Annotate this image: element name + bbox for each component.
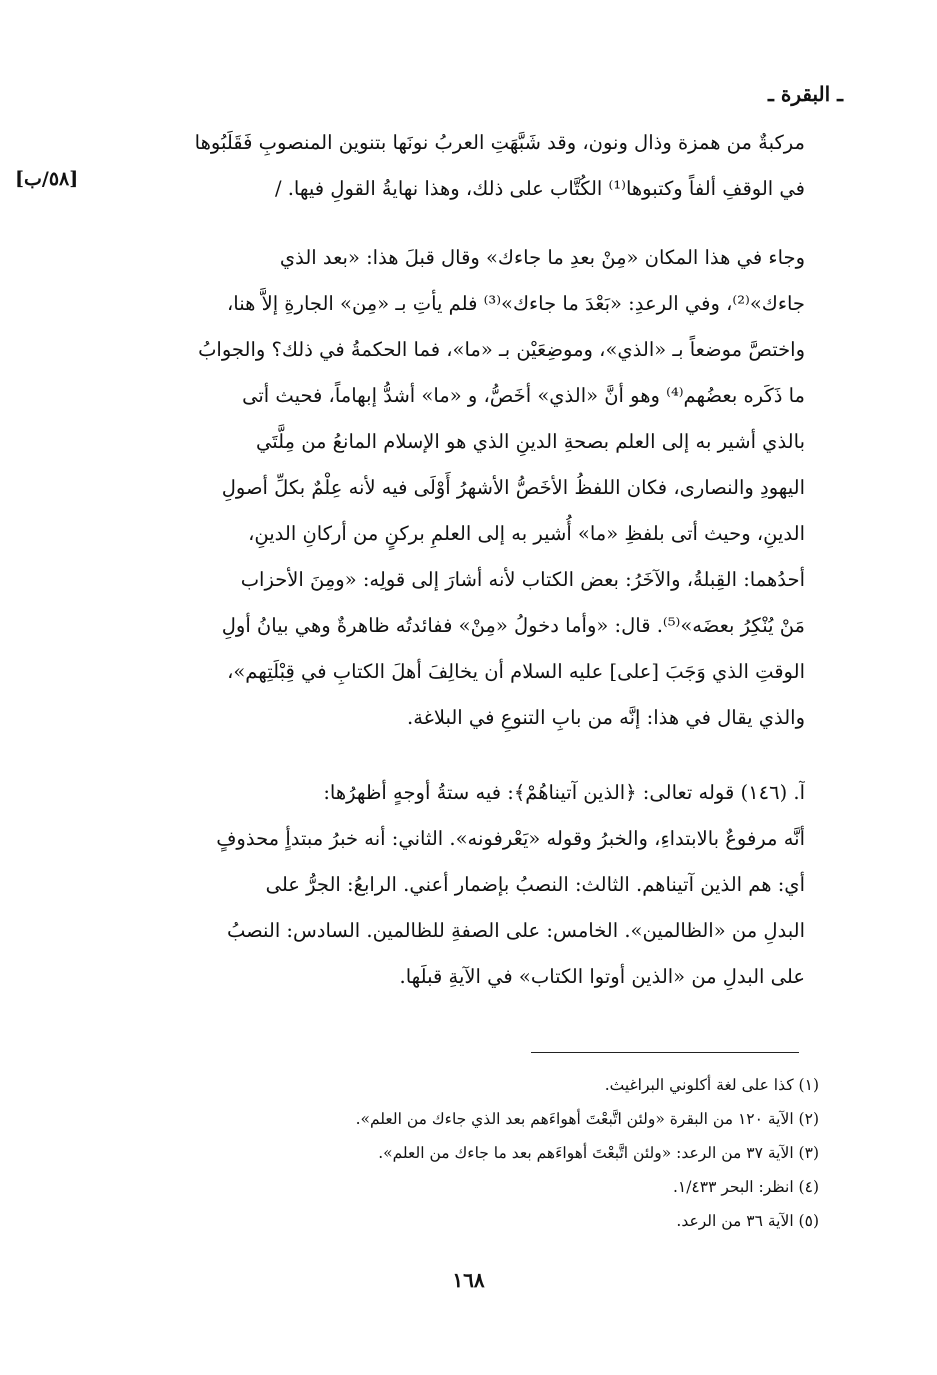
text-line: البدلِ من «الظالمين». الخامس: على الصفةِ للظالمين. السادس: النصبُ <box>226 919 805 942</box>
footnote-2: (٢) الآية ١٢٠ من البقرة «ولئن اتَّبعْتَ أهواءَهم بعد الذي جاءك من العلم». <box>355 1110 819 1128</box>
text-line: بالذي أشير به إلى العلم بصحةِ الدينِ الذي هو الإسلام المانعُ من مِلَّتَي <box>255 430 805 453</box>
footnote-1: (١) كذا على لغة أكلوني البراغيث. <box>604 1076 819 1094</box>
verse-heading-line: آ. (١٤٦) قوله تعالى: ﴿الذين آتيناهُمْ﴾: فيه ستةُ أوجهٍ أظهرُها: <box>323 781 805 804</box>
paragraph-3 <box>100 770 805 1000</box>
text-line: اليهودِ والنصارى، فكان اللفظُ الأخَصُّ الأشهرُ أَوْلَى فيه لأنه عِلْمٌ بكلِّ أصولِ <box>221 476 805 499</box>
text-line: مَنْ يُنْكِرُ بعضَه»⁽⁵⁾. قال: «وأما دخولُ «مِنْ» ففائدتُه ظاهرةٌ وهي بيانُ أولِ <box>221 614 805 637</box>
text-line: وجاء في هذا المكان «مِنْ بعدِ ما جاءك» وقال قبلَ هذا: «بعد الذي <box>279 246 805 269</box>
manuscript-folio-reference: [٥٨/ب] <box>15 168 79 190</box>
text-line: جاءك»⁽²⁾، وفي الرعدِ: «بَعْدَ ما جاءك»⁽³⁾ فلم يأتِ بـ «مِن» الجارةِ إلاَّ هنا، <box>226 292 805 315</box>
text-line: الوقتِ الذي وَجَبَ [على] عليه السلام أن يخالِفَ أهلَ الكتابِ في قِبْلَتِهم»، <box>227 660 805 683</box>
text-line: أنَّه مرفوعٌ بالابتداءِ، والخبرُ وقوله «يَعْرفونه». الثاني: أنه خبرُ مبتدأٍ محذوفٍ <box>216 827 805 850</box>
running-header: ـ البقرة ـ <box>768 82 843 106</box>
text-line: ما ذَكَره بعضُهم⁽⁴⁾ وهو أنَّ «الذي» أخَصُّ، و «ما» أشدُّ إبهاماً، فحيث أتى <box>242 384 805 407</box>
text-line: على البدلِ من «الذين أوتوا الكتاب» في الآيةِ قبلَها. <box>399 965 805 988</box>
text-line: أحدُهما: القِبلةُ، والآخَرُ: بعض الكتاب لأنه أشارَ إلى قولِه: «ومِنَ الأحزاب <box>240 568 805 591</box>
text-line: واختصَّ موضعاً بـ «الذي»، وموضِعَيْن بـ «ما»، فما الحكمةُ في ذلك؟ والجوابُ <box>198 338 805 361</box>
text-line: مركبةٌ من همزة وذال ونون، وقد شَبَّهَتِ العربُ نونَها بتنوين المنصوبِ فَقَلَبُوها <box>194 131 805 154</box>
text-line: والذي يقال في هذا: إنَّه من بابِ التنوعِ في البلاغة. <box>407 706 805 729</box>
footnote-5: (٥) الآية ٣٦ من الرعد. <box>676 1212 819 1230</box>
footnote-3: (٣) الآية ٣٧ من الرعد: «ولئن اتَّبعْتَ أهواءَهم بعد ما جاءك من العلم». <box>378 1144 819 1162</box>
footnote-4: (٤) انظر: البحر ١/٤٣٣. <box>672 1178 819 1196</box>
page-number: ١٦٨ <box>452 1268 485 1292</box>
footnote-separator <box>531 1052 799 1053</box>
footnotes <box>139 1068 819 1238</box>
text-line: أي: هم الذين آتيناهم. الثالث: النصبُ بإضمار أعني. الرابعُ: الجرُّ على <box>265 873 805 896</box>
text-line: الدينِ، وحيث أتى بلفظِ «ما» أُشير به إلى العلمِ بركنٍ من أركانِ الدينِ، <box>248 522 805 545</box>
paragraph-1 <box>100 120 805 212</box>
text-line: في الوقفِ ألفاً وكتبوها⁽¹⁾ الكُتَّاب على ذلك، وهذا نهايةُ القولِ فيها. / <box>274 177 805 200</box>
paragraph-2 <box>100 235 805 741</box>
